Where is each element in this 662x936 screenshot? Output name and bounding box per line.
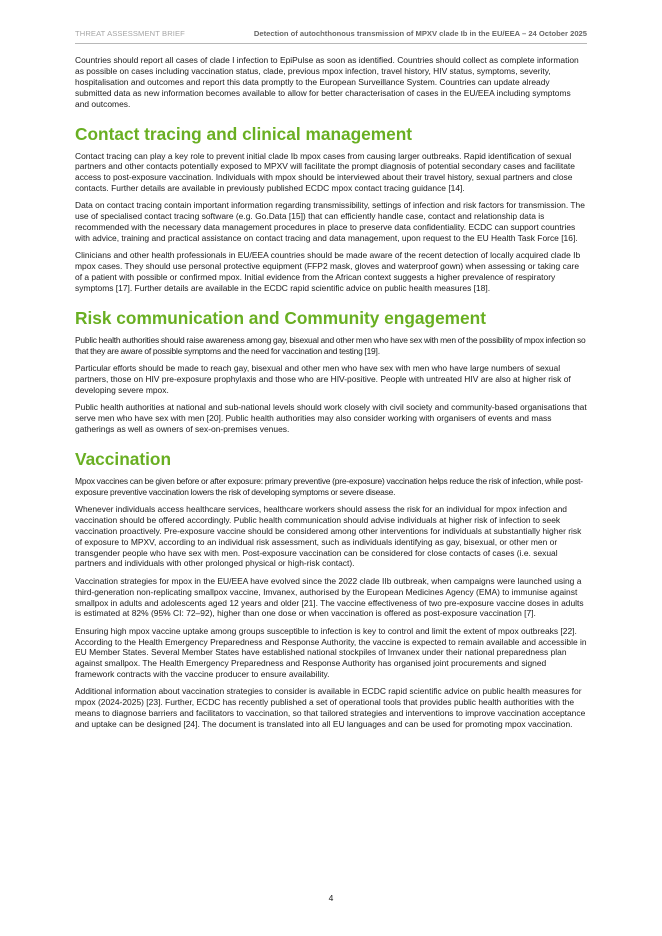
- risk-paragraph-1: Public health authorities should raise awareness among gay, bisexual and other men who have sex with men of the possibility of mpox infection so that they are aware of possible symptoms and the need for vaccination and testing [19].: [75, 335, 586, 356]
- contact-paragraph-2: Data on contact tracing contain important information regarding transmissibility, settings of infection and risk factors for transmission. The use of specialised contact tracing software (e.g. Go.Data [15]) that can efficiently handle case, contact and relationship data is recommended with the necessary data management procedures in place to preserve data confidentiality. ECDC can support countries with advice, training and practical assistance on contact tracing and data management, upon request to the EU Health Task Force [16].: [75, 200, 585, 244]
- vaccination-paragraph-4: Ensuring high mpox vaccine uptake among groups susceptible to infection is key to control and limit the extent of mpox outbreaks [22]. According to the Health Emergency Preparedness and Response Authority, the vaccine is expected to remain available and accessible in EU Member States. Several Member States have established national stockpiles of Imvanex under their national preparedness plan against smallpox. The Health Emergency Preparedness and Response Authority has organised joint procurements and signed framework contracts with the vaccine producer to ensure availability.: [75, 625, 587, 680]
- intro-paragraph: Countries should report all cases of clade I infection to EpiPulse as soon as identified. Countries should collect as complete information as possible on cases including vaccination status, clade, previous mpox infection, travel history, HIV status, symptoms, severity, hospitalisation and outcomes and report this data promptly to the European Surveillance System. Countries can update already submitted data as new information becomes available to allow for better characterisation of cases in the EU/EEA including symptoms and outcomes.: [75, 55, 579, 109]
- contact-paragraph-1: Contact tracing can play a key role to prevent initial clade Ib mpox cases from causing larger outbreaks. Rapid identification of sexual partners and other contacts potentially exposed to MPXV will facilitate the prompt diagnosis of potential secondary cases and facilitate access to post-exposure vaccination. Individuals with mpox should be interviewed about their travel history, sexual partners and close contacts. Further details are available in previously published ECDC mpox contact tracing guidance [14].: [75, 150, 575, 194]
- risk-paragraph-3: Public health authorities at national and sub-national levels should work closely with civil society and community-based organisations that serve men who have sex with men [20]. Public health authorities may also consider working with organisers of events and mass gatherings as well as owners of sex-on-premises venues.: [75, 402, 587, 434]
- vaccination-paragraph-2: Whenever individuals access healthcare services, healthcare workers should assess the risk for an individual for mpox infection and vaccination should be offered accordingly. Public health communication should advise individuals at higher risk of infection to seek vaccination proactively. Pre-exposure vaccine should be considered among other interventions for individuals at substantially higher risk of exposure to MPXV, according to an individual risk assessment, such as individuals identifying as gay, bisexual, or other men or transgender people who have sex with men. Post-exposure vaccination can be considered for close contacts of cases (i.e. sexual partners and individuals with other prolonged physical or high-risk contact).: [75, 503, 582, 569]
- header-document-title: Detection of autochthonous transmission of MPXV clade Ib in the EU/EEA – 24 October 2025: [253, 29, 587, 38]
- section-heading-contact-tracing: Contact tracing and clinical management: [75, 123, 413, 144]
- risk-paragraph-2: Particular efforts should be made to reach gay, bisexual and other men who have sex with men who have large numbers of sexual partners, those on HIV pre-exposure prophylaxis and those who are HIV-positive. People with untreated HIV are also at higher risk of developing severe mpox.: [75, 363, 571, 395]
- header-report-type: THREAT ASSESSMENT BRIEF: [75, 29, 185, 38]
- vaccination-paragraph-5: Additional information about vaccination strategies to consider is available in ECDC rapid scientific advice on public health measures for mpox (2024-2025) [23]. Further, ECDC has recently published a set of operational tools that provides public health authorities with the means to diagnose barriers and facilitators to vaccination, so that tailored strategies and interventions to improve vaccination acceptance and uptake can be designed [24]. The document is translated into all EU languages and can be used for promoting mpox vaccination.: [75, 686, 586, 730]
- section-heading-vaccination: Vaccination: [75, 448, 172, 469]
- vaccination-paragraph-3: Vaccination strategies for mpox in the EU/EEA have evolved since the 2022 clade IIb outbreak, when campaigns were launched using a third-generation non-replicating smallpox vaccine, Imvanex, authorised by the European Medicines Agency (EMA) to immunise against smallpox in adults and adolescents aged 12 years and older [21]. The vaccine effectiveness of two pre-exposure vaccine doses in adults is estimated at 82% (95% CI: 72–92), higher than one dose or when vaccination is offered as post-exposure vaccination [7].: [75, 575, 584, 619]
- page-body: [75, 55, 587, 736]
- section-heading-risk-communication: Risk communication and Community engagement: [75, 308, 486, 328]
- vaccination-paragraph-1: Mpox vaccines can be given before or after exposure: primary preventive (pre-exposure) vaccination helps reduce the risk of infection, while post-exposure preventive vaccination lowers the risk of developing symptoms or severe disease.: [75, 475, 583, 497]
- running-header: [75, 29, 587, 44]
- page-number: 4: [328, 893, 334, 903]
- contact-paragraph-3: Clinicians and other health professionals in EU/EEA countries should be made aware of the recent detection of locally acquired clade Ib mpox cases. They should use personal protective equipment (FFP2 mask, gloves and waterproof gown) when assessing or taking care of a patient with possible or confirmed mpox. Initial evidence from the African context suggests a higher prevalence of respiratory symptoms [17]. Further details are available in the ECDC rapid scientific advice on public health measures [18].: [75, 250, 581, 294]
